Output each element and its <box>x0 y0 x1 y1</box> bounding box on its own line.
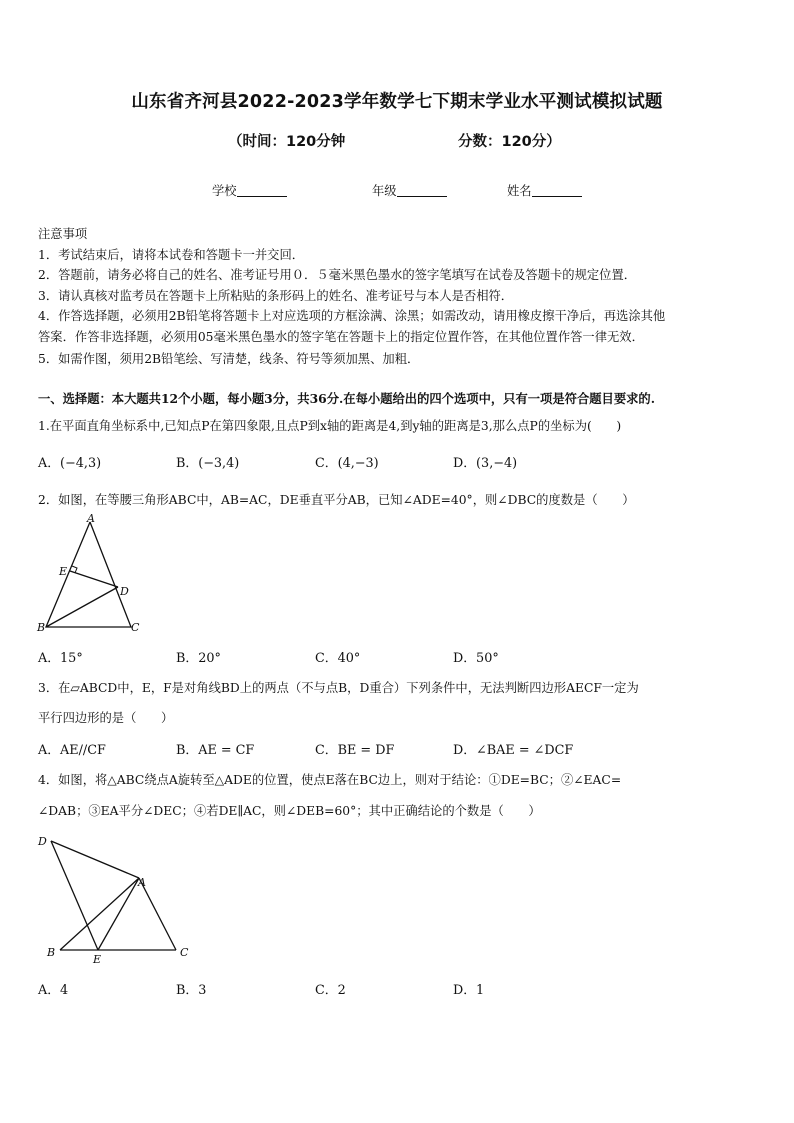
note-item: 5．如需作图，须用2B铅笔绘、写清楚，线条、符号等须加黑、加粗． <box>38 352 420 366</box>
q4-option-a[interactable]: A．4 <box>38 983 69 998</box>
q4-figure <box>30 830 200 968</box>
section-heading: 一、选择题：本大题共12个小题，每小题3分，共36分.在每小题给出的四个选项中，只有一项是符合题目要求的. <box>38 391 656 406</box>
grade-blank[interactable] <box>397 184 447 197</box>
note-item: 4．作答选择题，必须用2B铅笔将答题卡上对应选项的方框涂满、涂黑；如需改动，请用橡皮擦干净后，再选涂其他 <box>38 309 666 323</box>
q4-segment-ae <box>98 878 139 950</box>
q4-label-c: C <box>180 946 189 959</box>
q2-figure <box>30 512 160 638</box>
q4-label-b: B <box>47 946 56 959</box>
q2-label-c: C <box>131 621 140 634</box>
q3-stem-line1: 3．在▱ABCD中，E，F是对角线BD上的两点（不与点B，D重合）下列条件中，无法判断四边形AECF一定为 <box>38 681 639 695</box>
school-field[interactable] <box>212 181 287 199</box>
q1-option-b[interactable]: B．(−3,4) <box>176 456 240 471</box>
q2-option-c[interactable]: C．40° <box>315 651 361 666</box>
q2-segment-ed <box>70 571 118 587</box>
q1-option-a[interactable]: A．(−4,3) <box>38 456 102 471</box>
note-item: 2．答题前，请务必将自己的姓名、准考证号用０．５毫米黑色墨水的签字笔填写在试卷及答题卡的规定位置． <box>38 268 637 282</box>
note-item: 1．考试结束后，请将本试卷和答题卡一并交回． <box>38 248 305 262</box>
q4-stem-line2: ∠DAB；③EA平分∠DEC；④若DE∥AC，则∠DEB=60°；其中正确结论的个数是（ ） <box>38 804 541 818</box>
note-item: 3．请认真核对监考员在答题卡上所粘贴的条形码上的姓名、准考证号与本人是否相符． <box>38 289 514 303</box>
q4-option-b[interactable]: B．3 <box>176 983 207 998</box>
q2-option-b[interactable]: B．20° <box>176 651 221 666</box>
q2-label-a: A <box>87 512 95 525</box>
q1-option-c[interactable]: C．(4,−3) <box>315 456 379 471</box>
q1-stem: 1.在平面直角坐标系中,已知点P在第四象限,且点P到x轴的距离是4,到y轴的距离是3,那么点P的坐标为( ) <box>38 419 622 433</box>
grade-label: 年级 <box>372 184 397 198</box>
q3-option-d[interactable]: D．∠BAE = ∠DCF <box>453 743 574 758</box>
note-item: 答案．作答非选择题，必须用05毫米黑色墨水的签字笔在答题卡上的指定位置作答，在其他位置作答一律无效． <box>38 330 644 344</box>
q3-stem-line2: 平行四边形的是（ ） <box>38 711 174 725</box>
q2-label-b: B <box>37 621 46 634</box>
q2-stem: 2．如图，在等腰三角形ABC中，AB=AC，DE垂直平分AB，已知∠ADE=40°，则∠DBC的度数是（ ） <box>38 493 635 507</box>
q4-option-c[interactable]: C．2 <box>315 983 346 998</box>
q3-option-b[interactable]: B．AE = CF <box>176 743 255 758</box>
q4-label-e: E <box>93 953 102 966</box>
name-label: 姓名 <box>507 184 532 198</box>
q1-option-d[interactable]: D．(3,−4) <box>453 456 518 471</box>
q3-option-a[interactable]: A．AE//CF <box>38 743 106 758</box>
q3-option-c[interactable]: C．BE = DF <box>315 743 395 758</box>
q4-label-a: A <box>138 876 146 889</box>
exam-time: （时间：120分钟 <box>228 134 346 150</box>
school-blank[interactable] <box>237 184 287 197</box>
q2-segment-bd <box>46 587 118 627</box>
exam-score: 分数：120分） <box>458 134 561 150</box>
q4-stem-line1: 4．如图，将△ABC绕点A旋转至△ADE的位置，使点E落在BC边上，则对于结论：①DE=BC；②∠EAC= <box>38 773 622 787</box>
q2-label-d: D <box>120 585 129 598</box>
q4-option-d[interactable]: D．1 <box>453 983 485 998</box>
q2-label-e: E <box>59 565 68 578</box>
notes-heading: 注意事项 <box>38 227 88 241</box>
name-field[interactable] <box>507 181 582 199</box>
school-label: 学校 <box>212 184 237 198</box>
q2-option-d[interactable]: D．50° <box>453 651 499 666</box>
q4-label-d: D <box>38 835 47 848</box>
name-blank[interactable] <box>532 184 582 197</box>
grade-field[interactable] <box>372 181 447 199</box>
exam-title: 山东省齐河县2022-2023学年数学七下期末学业水平测试模拟试题 <box>131 92 663 112</box>
q2-option-a[interactable]: A．15° <box>38 651 83 666</box>
